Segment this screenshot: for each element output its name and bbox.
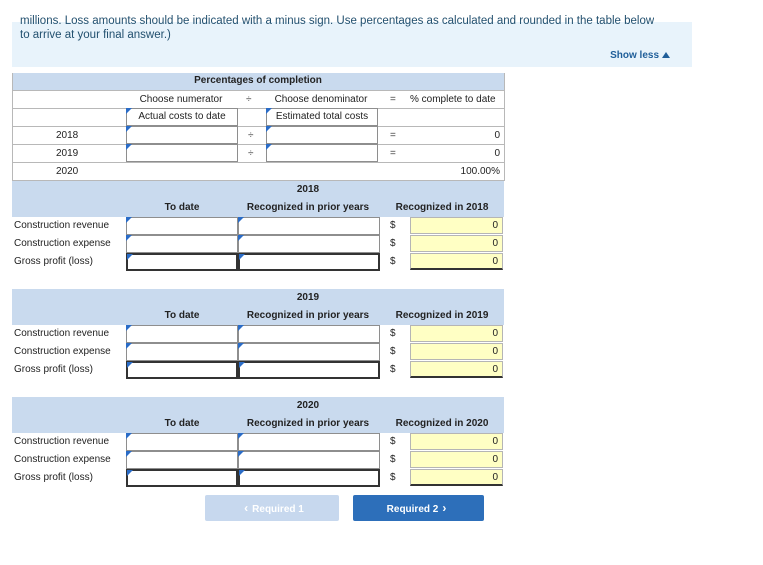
numerator-input-2018[interactable] bbox=[126, 126, 238, 144]
divide-symbol: ÷ bbox=[248, 148, 254, 159]
row-label-construction-expense: Construction expense bbox=[14, 454, 111, 465]
divider bbox=[12, 144, 504, 145]
instruction-text-line-1: millions. Loss amounts should be indicated with a minus sign. Use percentages as calculated and rounded in the table below bbox=[20, 15, 655, 27]
recognized-header: Recognized in 2020 bbox=[395, 418, 489, 429]
recognized-value: 0 bbox=[410, 433, 503, 450]
numerator-header: Choose numerator bbox=[139, 94, 223, 105]
percent-complete-2018: 0 bbox=[494, 130, 500, 141]
chevron-left-icon: ‹ bbox=[244, 501, 249, 515]
input-flag-icon bbox=[126, 433, 132, 439]
recognized-value: 0 bbox=[410, 469, 503, 486]
recognized-value: 0 bbox=[410, 361, 503, 378]
input-flag-icon bbox=[266, 144, 272, 150]
to-date-header: To date bbox=[164, 202, 200, 213]
section-year-2020: 2020 bbox=[296, 400, 320, 411]
input-flag-icon bbox=[238, 325, 244, 331]
to-date-input[interactable] bbox=[126, 217, 238, 235]
equals-symbol: = bbox=[390, 148, 396, 159]
row-label-gross-profit: Gross profit (loss) bbox=[14, 472, 93, 483]
input-flag-icon bbox=[127, 470, 133, 476]
currency-symbol: $ bbox=[390, 328, 396, 339]
input-flag-icon bbox=[239, 362, 245, 368]
to-date-input[interactable] bbox=[126, 469, 238, 487]
input-flag-icon bbox=[238, 343, 244, 349]
recognized-header: Recognized in 2018 bbox=[395, 202, 489, 213]
currency-symbol: $ bbox=[390, 436, 396, 447]
input-flag-icon bbox=[126, 144, 132, 150]
input-flag-icon bbox=[238, 433, 244, 439]
to-date-input[interactable] bbox=[126, 343, 238, 361]
to-date-input[interactable] bbox=[126, 235, 238, 253]
recognized-value: 0 bbox=[410, 343, 503, 360]
divider bbox=[12, 90, 504, 91]
input-flag-icon bbox=[127, 254, 133, 260]
input-flag-icon bbox=[238, 451, 244, 457]
year-label-2020: 2020 bbox=[56, 166, 79, 177]
prior-years-input[interactable] bbox=[238, 217, 380, 235]
numerator-select[interactable] bbox=[126, 108, 238, 126]
prior-years-input[interactable] bbox=[238, 253, 380, 271]
prior-years-header: Recognized in prior years bbox=[246, 202, 370, 213]
to-date-input[interactable] bbox=[126, 433, 238, 451]
input-flag-icon bbox=[239, 254, 245, 260]
currency-symbol: $ bbox=[390, 472, 396, 483]
denominator-input-2019[interactable] bbox=[266, 144, 378, 162]
collapse-triangle-icon bbox=[662, 52, 670, 58]
to-date-input[interactable] bbox=[126, 325, 238, 343]
input-flag-icon bbox=[266, 126, 272, 132]
input-flag-icon bbox=[126, 235, 132, 241]
currency-symbol: $ bbox=[390, 220, 396, 231]
show-less-label: Show less bbox=[610, 50, 659, 61]
to-date-header: To date bbox=[164, 310, 200, 321]
row-label-construction-revenue: Construction revenue bbox=[14, 328, 110, 339]
recognized-value: 0 bbox=[410, 253, 503, 270]
percent-table-title: Percentages of completion bbox=[194, 75, 322, 86]
row-label-construction-expense: Construction expense bbox=[14, 346, 111, 357]
denominator-select[interactable] bbox=[266, 108, 378, 126]
row-label-gross-profit: Gross profit (loss) bbox=[14, 364, 93, 375]
row-label-construction-expense: Construction expense bbox=[14, 238, 111, 249]
previous-required-label: Required 1 bbox=[252, 504, 304, 515]
row-label-construction-revenue: Construction revenue bbox=[14, 436, 110, 447]
denominator-select-value: Estimated total costs bbox=[275, 111, 369, 122]
row-label-construction-revenue: Construction revenue bbox=[14, 220, 110, 231]
prior-years-input[interactable] bbox=[238, 451, 380, 469]
year-label-2018: 2018 bbox=[56, 130, 79, 141]
next-required-button[interactable] bbox=[353, 495, 484, 521]
input-flag-icon bbox=[238, 235, 244, 241]
prior-years-input[interactable] bbox=[238, 361, 380, 379]
currency-symbol: $ bbox=[390, 454, 396, 465]
to-date-input[interactable] bbox=[126, 451, 238, 469]
table-right-border bbox=[504, 73, 505, 181]
divider bbox=[12, 126, 504, 127]
input-flag-icon bbox=[126, 451, 132, 457]
currency-symbol: $ bbox=[390, 238, 396, 249]
input-flag-icon bbox=[126, 217, 132, 223]
input-flag-icon bbox=[126, 343, 132, 349]
next-required-label: Required 2 bbox=[386, 504, 439, 515]
equals-symbol: = bbox=[390, 94, 396, 105]
input-flag-icon bbox=[127, 362, 133, 368]
section-year-2019: 2019 bbox=[296, 292, 320, 303]
divide-symbol: ÷ bbox=[246, 94, 252, 105]
recognized-value: 0 bbox=[410, 217, 503, 234]
prior-years-header: Recognized in prior years bbox=[246, 310, 370, 321]
prior-years-input[interactable] bbox=[238, 469, 380, 487]
numerator-input-2019[interactable] bbox=[126, 144, 238, 162]
input-flag-icon bbox=[126, 325, 132, 331]
instruction-banner bbox=[12, 15, 692, 67]
prior-years-input[interactable] bbox=[238, 343, 380, 361]
percent-complete-2020: 100.00% bbox=[460, 166, 500, 177]
recognized-header: Recognized in 2019 bbox=[395, 310, 489, 321]
show-less-link[interactable] bbox=[610, 50, 670, 61]
to-date-input[interactable] bbox=[126, 253, 238, 271]
instruction-text-line-2: to arrive at your final answer.) bbox=[20, 29, 171, 41]
section-year-2018: 2018 bbox=[296, 184, 320, 195]
divider bbox=[12, 108, 504, 109]
denominator-input-2018[interactable] bbox=[266, 126, 378, 144]
previous-required-button[interactable] bbox=[205, 495, 339, 521]
row-label-gross-profit: Gross profit (loss) bbox=[14, 256, 93, 267]
input-flag-icon bbox=[238, 217, 244, 223]
to-date-header: To date bbox=[164, 418, 200, 429]
divide-symbol: ÷ bbox=[248, 130, 254, 141]
prior-years-input[interactable] bbox=[238, 325, 380, 343]
to-date-input[interactable] bbox=[126, 361, 238, 379]
recognized-value: 0 bbox=[410, 451, 503, 468]
denominator-header: Choose denominator bbox=[274, 94, 368, 105]
currency-symbol: $ bbox=[390, 346, 396, 357]
prior-years-input[interactable] bbox=[238, 235, 380, 253]
recognized-value: 0 bbox=[410, 235, 503, 252]
prior-years-header: Recognized in prior years bbox=[246, 418, 370, 429]
prior-years-input[interactable] bbox=[238, 433, 380, 451]
result-header: % complete to date bbox=[410, 94, 496, 105]
numerator-select-value: Actual costs to date bbox=[138, 111, 226, 122]
chevron-right-icon: › bbox=[442, 501, 447, 515]
equals-symbol: = bbox=[390, 130, 396, 141]
currency-symbol: $ bbox=[390, 364, 396, 375]
divider bbox=[12, 162, 504, 163]
input-flag-icon bbox=[239, 470, 245, 476]
input-flag-icon bbox=[126, 126, 132, 132]
recognized-value: 0 bbox=[410, 325, 503, 342]
year-label-2019: 2019 bbox=[56, 148, 79, 159]
percent-complete-2019: 0 bbox=[494, 148, 500, 159]
currency-symbol: $ bbox=[390, 256, 396, 267]
